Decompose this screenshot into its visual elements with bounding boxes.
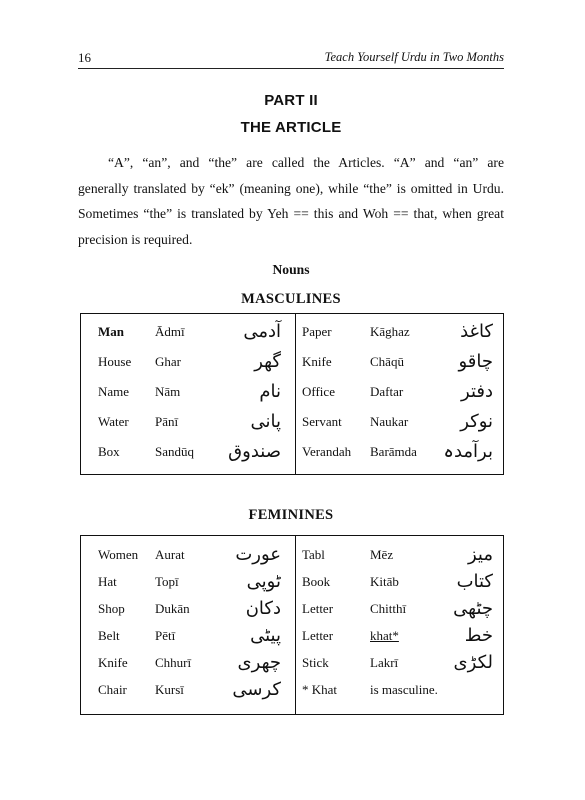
transliteration: khat* [370, 628, 399, 643]
vocab-row [296, 349, 503, 375]
transliteration: Dukān [155, 601, 190, 616]
transliteration: Kursī [155, 682, 184, 697]
footnote-marker: * Khat [302, 682, 338, 697]
vocab-row [296, 569, 503, 595]
masculines-left-column [81, 314, 295, 474]
transliteration: Chhurī [155, 655, 192, 670]
english-word: Hat [98, 574, 117, 589]
english-word: Shop [98, 601, 125, 616]
urdu-word: صندوق [228, 441, 281, 462]
english-word: Water [98, 414, 129, 429]
running-header [78, 48, 504, 69]
transliteration: Lakrī [370, 655, 399, 670]
english-word: Man [98, 324, 124, 339]
english-word: Servant [302, 414, 342, 429]
masculines-right-column [296, 314, 503, 474]
english-word: Chair [98, 682, 127, 697]
feminines-right-column [296, 536, 503, 714]
transliteration: Nām [155, 384, 181, 399]
transliteration: Daftar [370, 384, 404, 399]
english-word: Letter [302, 601, 334, 616]
english-word: Book [302, 574, 331, 589]
feminines-table [80, 535, 504, 715]
urdu-word: خط [464, 625, 493, 646]
vocab-row [296, 319, 503, 345]
feminines-left-column [81, 536, 295, 714]
english-word: Office [302, 384, 335, 399]
transliteration: Pētī [155, 628, 176, 643]
paragraph-line: “A”, “an”, and “the” are called the Articles. “A” and “an” are [108, 155, 504, 170]
vocab-row [81, 650, 295, 676]
urdu-word: گھر [254, 351, 281, 372]
vocab-row [81, 319, 295, 345]
vocab-row [81, 677, 295, 703]
urdu-word: کتاب [456, 571, 493, 592]
urdu-word: چاقو [458, 351, 493, 372]
transliteration: Mēz [370, 547, 394, 562]
footnote-row [296, 677, 503, 703]
vocab-row [81, 409, 295, 435]
transliteration: Naukar [370, 414, 409, 429]
transliteration: Ghar [155, 354, 181, 369]
urdu-word: ٹوپی [246, 571, 281, 592]
vocab-row [81, 596, 295, 622]
transliteration: Aurat [155, 547, 185, 562]
paragraph-line: Sometimes “the” is translated by Yeh == this and Woh == that, when great [78, 206, 504, 221]
transliteration: Kāghaz [370, 324, 410, 339]
masculines-table [80, 313, 504, 475]
vocab-row [296, 379, 503, 405]
part-title: PART II [264, 92, 318, 109]
feminines-heading: FEMININES [248, 507, 334, 523]
vocab-row [81, 379, 295, 405]
transliteration: Topī [155, 574, 179, 589]
urdu-word: دفتر [461, 381, 493, 402]
english-word: House [98, 354, 132, 369]
vocab-row [296, 623, 503, 649]
urdu-word: کاغذ [460, 321, 493, 342]
urdu-word: پانی [250, 411, 281, 432]
urdu-word: عورت [235, 544, 281, 565]
english-word: Letter [302, 628, 334, 643]
english-word: Box [98, 444, 120, 459]
english-word: Tabl [302, 547, 325, 562]
english-word: Paper [302, 324, 332, 339]
section-title: THE ARTICLE [240, 119, 342, 136]
urdu-word: دکان [245, 598, 281, 619]
urdu-word: برآمدہ [443, 441, 493, 462]
vocab-row [296, 650, 503, 676]
vocab-row [296, 542, 503, 568]
transliteration: Pānī [155, 414, 179, 429]
transliteration: Kitāb [370, 574, 399, 589]
urdu-word: کرسی [232, 679, 281, 700]
urdu-word: میز [467, 544, 493, 565]
transliteration: Sandūq [155, 444, 194, 459]
paragraph-line: precision is required. [78, 231, 193, 247]
vocab-row [81, 542, 295, 568]
urdu-word: لکڑی [453, 652, 493, 673]
vocab-row [81, 569, 295, 595]
english-word: Verandah [302, 444, 352, 459]
english-word: Knife [302, 354, 332, 369]
footnote-text: is masculine. [370, 682, 438, 697]
paragraph-line: generally translated by “ek” (meaning one), while “the” is omitted in Urdu. [78, 180, 504, 196]
vocab-row [296, 596, 503, 622]
transliteration: Ādmī [155, 324, 185, 339]
intro-paragraph [78, 150, 504, 252]
urdu-word: نام [259, 381, 281, 402]
transliteration: Chāqū [370, 354, 404, 369]
vocab-row [296, 439, 503, 465]
nouns-heading: Nouns [272, 262, 310, 277]
page-number: 16 [78, 50, 91, 65]
book-title: Teach Yourself Urdu in Two Months [324, 50, 504, 64]
english-word: Women [98, 547, 139, 562]
vocab-row [81, 439, 295, 465]
urdu-word: نوکر [460, 411, 493, 432]
urdu-word: چٹھی [453, 598, 493, 619]
urdu-word: پیٹی [250, 625, 281, 646]
urdu-word: آدمی [243, 321, 281, 342]
vocab-row [81, 623, 295, 649]
transliteration: Barāmda [370, 444, 417, 459]
english-word: Stick [302, 655, 329, 670]
english-word: Name [98, 384, 130, 399]
transliteration: Chitthī [370, 601, 407, 616]
urdu-word: چھری [237, 652, 281, 673]
english-word: Belt [98, 628, 120, 643]
vocab-row [81, 349, 295, 375]
vocab-row [296, 409, 503, 435]
masculines-heading: MASCULINES [241, 291, 341, 307]
english-word: Knife [98, 655, 128, 670]
